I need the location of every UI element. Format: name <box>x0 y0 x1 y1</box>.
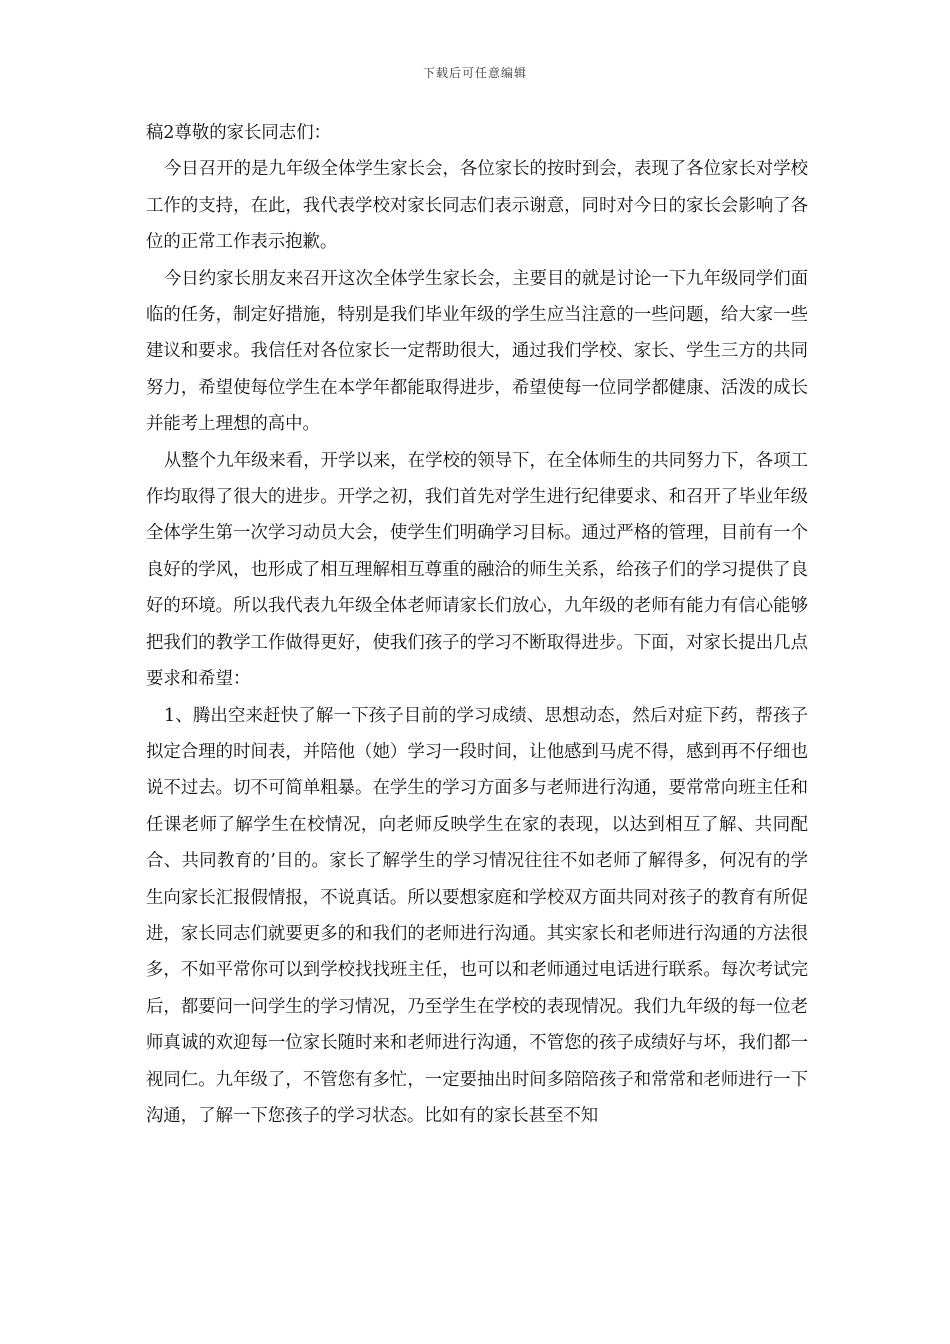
salutation-line: 稿2尊敬的家长同志们： <box>146 123 331 143</box>
paragraph-progress: 从整个九年级来看，开学以来，在学校的领导下，在全体师生的共同努力下，各项工作均取得了很大的进步。开学之初，我们首先对学生进行纪律要求、和召开了毕业年级全体学生第一次学习动员大会，使学生们明确学习目标。通过严格的管理，目前有一个良好的学风，也形成了相互理解相互尊重的融洽的师生关系，给孩子们的学习提供了良好的环境。所以我代表九年级全体老师请家长们放心，九年级的老师有能力有信心能够把我们的教学工作做得更好，使我们孩子的学习不断取得进步。下面，对家长提出几点要求和希望： <box>146 450 808 690</box>
document-body <box>146 115 808 1134</box>
paragraph-welcome: 今日召开的是九年级全体学生家长会，各位家长的按时到会，表现了各位家长对学校工作的支持，在此，我代表学校对家长同志们表示谢意，同时对今日的家长会影响了各位的正常工作表示抱歉。 <box>146 159 808 253</box>
page-header: 下载后可任意编辑 <box>422 66 527 80</box>
paragraph-purpose: 今日约家长朋友来召开这次全体学生家长会，主要目的就是讨论一下九年级同学们面临的任务，制定好措施，特别是我们毕业年级的学生应当注意的一些问题，给大家一些建议和要求。我信任对各位家长一定帮助很大，通过我们学校、家长、学生三方的共同努力，希望使每位学生在本学年都能取得进步，希望使每一位同学都健康、活泼的成长并能考上理想的高中。 <box>146 268 808 435</box>
paragraph-request-1: 1、腾出空来赶快了解一下孩子目前的学习成绩、思想动态，然后对症下药，帮孩子拟定合理的时间表，并陪他（她）学习一段时间，让他感到马虎不得，感到再不仔细也说不过去。切不可简单粗暴。在学生的学习方面多与老师进行沟通，要常常向班主任和任课老师了解学生在校情况，向老师反映学生在家的表现，以达到相互了解、共同配合、共同教育的’目的。家长了解学生的学习情况往往不如老师了解得多，何况有的学生向家长汇报假情报，不说真话。所以要想家庭和学校双方面共同对孩子的教育有所促进，家长同志们就要更多的和我们的老师进行沟通。其实家长和老师进行沟通的方法很多，不如平常你可以到学校找找班主任，也可以和老师通过电话进行联系。每次考试完后，都要问一问学生的学习情况，乃至学生在学校的表现情况。我们九年级的每一位老师真诚的欢迎每一位家长随时来和老师进行沟通，不管您的孩子成绩好与坏，我们都一视同仁。九年级了，不管您有多忙，一定要抽出时间多陪陪孩子和常常和老师进行一下沟通，了解一下您孩子的学习状态。比如有的家长甚至不知 <box>146 705 808 1126</box>
